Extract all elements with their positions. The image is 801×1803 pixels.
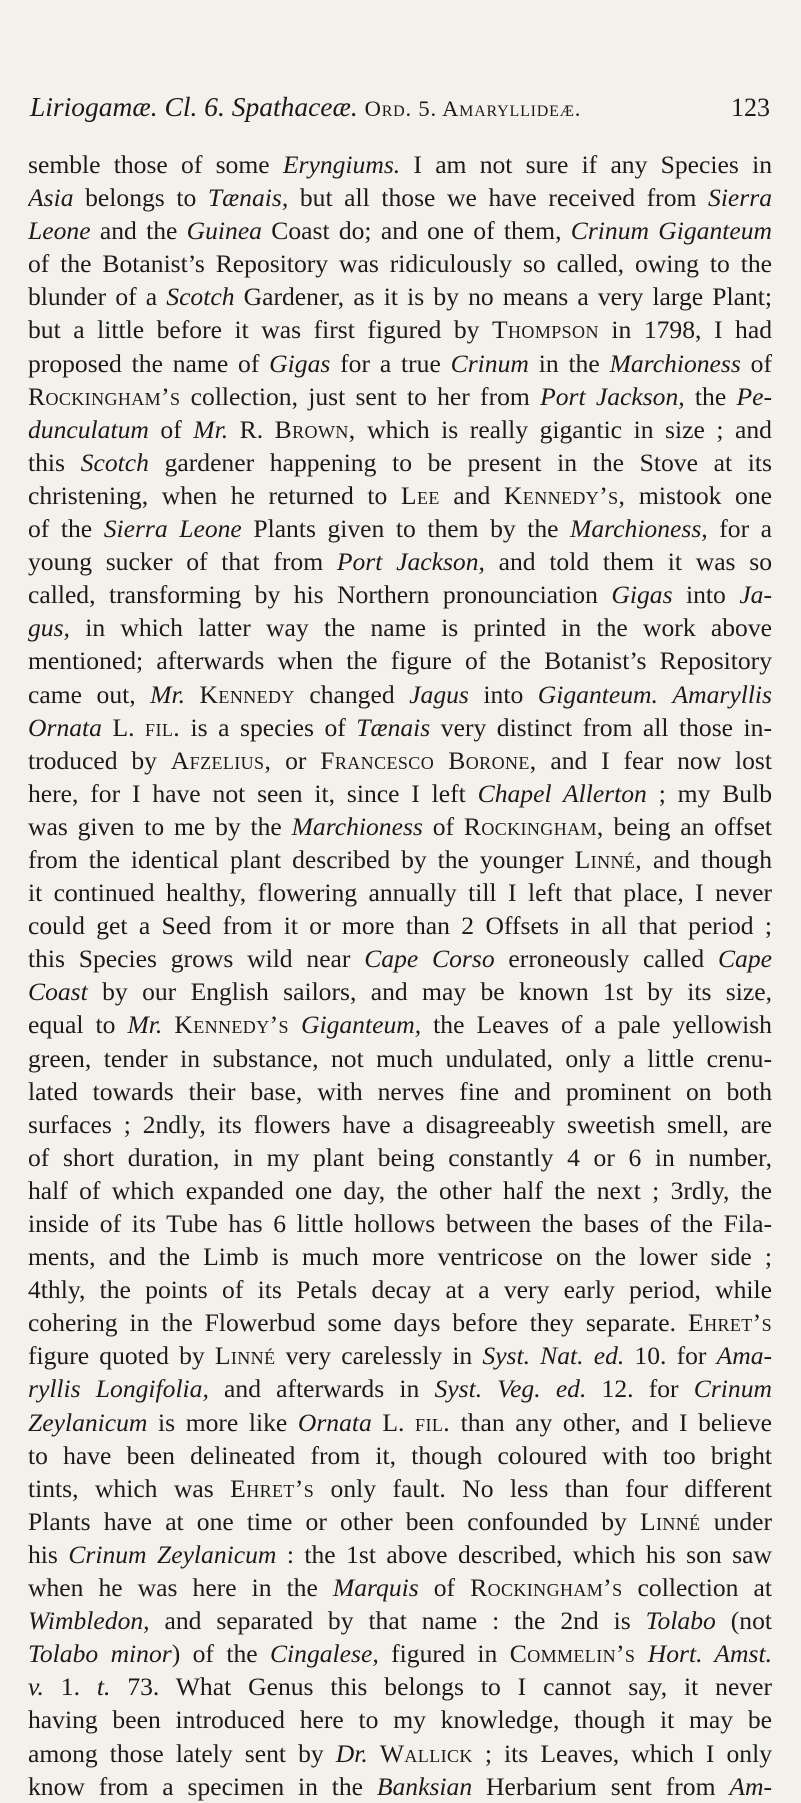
italic-text: Tolabo — [645, 1606, 716, 1636]
italic-text: Asia — [28, 183, 74, 213]
italic-text: Marquis — [332, 1573, 419, 1603]
italic-text: Crinum Zeylanicum — [68, 1539, 277, 1569]
text-line — [28, 1306, 772, 1339]
text-line — [28, 876, 772, 909]
text-run: 1. — [43, 1672, 97, 1702]
text-line — [28, 942, 772, 975]
italic-text: Syst. Nat. ed. — [482, 1341, 625, 1371]
italic-text: Gigas — [269, 348, 331, 378]
text-run: surfaces ; 2ndly, its flowers have a disagreeably sweetish smell, are — [28, 1109, 772, 1139]
text-line — [28, 1770, 772, 1803]
italic-text: Scotch — [80, 447, 149, 477]
small-caps-name: Thompson — [491, 315, 599, 345]
text-line — [28, 1670, 772, 1703]
text-run: in the — [528, 348, 610, 378]
italic-text: Crinum Giganteum — [570, 216, 772, 246]
text-run: 73. What Genus this belongs to I cannot say, it never — [110, 1672, 772, 1702]
text-run: in which latter way the name is printed in the work above — [69, 613, 772, 643]
text-line — [28, 446, 772, 479]
text-run: of the Botanist’s Repository was ridiculously so called, owing to the — [28, 249, 772, 279]
text-line — [28, 247, 772, 280]
text-run: of — [422, 811, 464, 841]
text-run: ; my Bulb — [646, 778, 772, 808]
text-run: (not — [715, 1606, 772, 1636]
small-caps-name: fil. — [415, 1407, 451, 1437]
text-run: among those lately sent by — [28, 1738, 336, 1768]
small-caps-name: Rockingham’s — [28, 381, 181, 411]
text-run: was given to me by the — [28, 811, 292, 841]
text-line — [28, 1703, 772, 1736]
text-run: figured in — [378, 1639, 510, 1669]
running-head-class: Liriogamæ. Cl. 6. Spathaceæ. — [30, 91, 358, 122]
text-line — [28, 843, 772, 876]
text-run — [162, 1010, 174, 1039]
small-caps-name: Kennedy’s — [174, 1010, 289, 1040]
italic-text: Tolabo minor — [28, 1639, 172, 1669]
text-run: only fault. No less than four different — [314, 1473, 772, 1503]
text-run: being an offset — [603, 811, 772, 841]
text-run: green, tender in substance, not much undulated, only a little crenu- — [28, 1043, 772, 1073]
text-run: the — [684, 381, 737, 411]
italic-text: Jagus — [409, 679, 469, 709]
italic-text: v. — [28, 1672, 44, 1702]
italic-text: Tænais — [356, 712, 431, 742]
text-run: ; its Leaves, which I only — [472, 1738, 772, 1768]
small-caps-name: Linné, — [574, 844, 643, 874]
text-run: blunder of a — [28, 282, 167, 312]
small-caps-name: Lee — [400, 480, 440, 510]
italic-text: Ornata — [297, 1407, 372, 1437]
text-run: Herbarium sent from — [472, 1771, 730, 1801]
text-line — [28, 148, 772, 181]
text-run: and afterwards in — [208, 1374, 435, 1404]
italic-text: Cape — [717, 944, 772, 974]
running-head-order: Ord. 5. Amaryllideæ. — [364, 96, 582, 121]
italic-text: Marchioness, — [570, 514, 708, 544]
text-run: under — [700, 1506, 772, 1536]
text-run: Gardener, as it is by no means a very large Plant; — [234, 282, 772, 312]
italic-text: Guinea — [186, 216, 262, 246]
italic-text: Mr. — [193, 414, 229, 444]
text-run: L. — [101, 712, 146, 742]
text-line — [28, 280, 772, 313]
italic-text: Am- — [729, 1771, 772, 1801]
italic-text: Dr. — [335, 1738, 368, 1768]
text-run: is more like — [147, 1407, 298, 1437]
text-run: troduced by — [28, 745, 171, 775]
text-run: but all those we have received from — [288, 183, 709, 213]
text-run: this Species grows wild near — [28, 944, 365, 974]
small-caps-name: Francesco Borone, — [320, 745, 537, 775]
text-run: for a true — [330, 348, 451, 378]
text-run: of the — [28, 514, 104, 544]
italic-text: Ornata — [28, 712, 102, 742]
text-run: of — [148, 414, 194, 444]
page-number: 123 — [731, 93, 770, 122]
text-line — [28, 1008, 772, 1041]
text-run: figure quoted by — [28, 1341, 215, 1371]
text-run: called, transforming by his Northern pronounciation — [28, 580, 612, 610]
text-run — [185, 680, 200, 709]
text-run: having been introduced here to my knowledge, though it may be — [28, 1705, 772, 1735]
text-run: lated towards their base, with nerves fine and prominent on both — [28, 1076, 772, 1106]
italic-text: Banksian — [376, 1771, 473, 1801]
running-head-title — [30, 92, 581, 124]
italic-text: Syst. Veg. ed. — [434, 1374, 587, 1404]
text-run: could get a Seed from it or more than 2 Offsets in all that period ; — [28, 911, 772, 941]
italic-text: Cingalese, — [269, 1639, 379, 1669]
text-run: of short duration, in my plant being constantly 4 or 6 in number, — [28, 1142, 772, 1172]
small-caps-name: Rockingham, — [463, 811, 604, 841]
italic-text: Crinum — [450, 348, 529, 378]
text-run: and though — [642, 844, 772, 874]
italic-text: t. — [96, 1672, 111, 1702]
text-line — [28, 1505, 772, 1538]
text-line — [28, 1042, 772, 1075]
italic-text: Gigas — [611, 580, 673, 610]
small-caps-name: Linné — [639, 1506, 701, 1536]
text-line — [28, 1604, 772, 1637]
text-line — [28, 678, 772, 711]
italic-text: Ja- — [739, 580, 772, 610]
small-caps-name: Commelin’s — [509, 1639, 636, 1669]
italic-text: Giganteum, — [300, 1010, 422, 1040]
italic-text: Leone — [28, 216, 91, 246]
text-run: into — [468, 679, 538, 709]
text-run: the Leaves of a pale yellowish — [421, 1010, 772, 1040]
text-line — [28, 810, 772, 843]
text-run: but a little before it was first figured by — [28, 315, 492, 345]
text-run — [635, 1639, 647, 1668]
body-text — [28, 148, 772, 1803]
italic-text: Marchioness — [291, 811, 423, 841]
text-line — [28, 1439, 772, 1472]
text-line — [28, 479, 772, 512]
text-run: changed — [294, 679, 410, 709]
text-run: very distinct from all those in- — [430, 712, 772, 742]
text-run: Coast do; and one of them, — [261, 216, 571, 246]
text-run: young sucker of that from — [28, 547, 337, 577]
text-run: of — [740, 348, 772, 378]
text-line — [28, 1207, 772, 1240]
text-run: equal to — [28, 1010, 128, 1040]
italic-text: Sierra Leone — [103, 514, 242, 544]
text-line — [28, 181, 772, 214]
italic-text: Wimbledon, — [28, 1606, 150, 1636]
italic-text: Crinum — [693, 1374, 772, 1404]
text-run: to have been delineated from it, though coloured with too bright — [28, 1440, 772, 1470]
text-run: his — [28, 1539, 69, 1569]
italic-text: Mr. — [150, 679, 185, 709]
text-run: here, for I have not seen it, since I left — [28, 778, 478, 808]
text-line — [28, 347, 772, 380]
text-run: know from a specimen in the — [28, 1771, 377, 1801]
text-run: inside of its Tube has 6 little hollows between the bases of the Fila- — [28, 1209, 772, 1238]
text-run: ments, and the Limb is much more ventricose on the lower side ; — [28, 1242, 772, 1272]
running-head — [30, 92, 770, 124]
text-run — [289, 1010, 301, 1039]
text-line — [28, 1141, 772, 1174]
text-line — [28, 1273, 772, 1306]
italic-text: Pe- — [736, 381, 772, 411]
italic-text: Eryngiums. — [282, 150, 401, 179]
italic-text: Amaryllis — [672, 679, 772, 709]
text-run: when he was here in the — [28, 1573, 333, 1603]
text-run: or — [271, 745, 321, 775]
italic-text: Giganteum. — [537, 679, 658, 709]
text-line — [28, 909, 772, 942]
text-run: 12. for — [586, 1374, 694, 1404]
text-run: from the identical plant described by the younger — [28, 844, 575, 874]
text-run: proposed the name of — [28, 348, 270, 378]
text-line — [28, 1174, 772, 1207]
text-line — [28, 214, 772, 247]
text-run: and separated by that name : the 2nd is — [149, 1606, 646, 1636]
text-run: semble those of some — [28, 150, 283, 179]
text-line — [28, 644, 772, 677]
text-run: 4thly, the points of its Petals decay at a very early period, while — [28, 1275, 772, 1305]
text-run: into — [672, 580, 740, 610]
italic-text: Ama- — [716, 1341, 772, 1371]
small-caps-name: Kennedy — [199, 679, 295, 709]
text-run — [368, 1739, 380, 1768]
text-run: erroneously called — [494, 944, 718, 974]
text-line — [28, 380, 772, 413]
text-line — [28, 1339, 772, 1372]
text-run: mistook one — [625, 480, 772, 510]
text-run: half of which expanded one day, the other half the next ; 3rdly, the — [28, 1175, 772, 1205]
small-caps-name: Kennedy’s, — [503, 480, 626, 510]
text-line — [28, 1372, 772, 1405]
text-line — [28, 975, 772, 1008]
text-line — [28, 744, 772, 777]
text-line — [28, 1637, 772, 1670]
small-caps-name: Brown, — [274, 414, 356, 444]
text-run: 10. for — [624, 1341, 717, 1371]
italic-text: Mr. — [127, 1010, 163, 1040]
text-line — [28, 413, 772, 446]
small-caps-name: Ehret’s — [688, 1308, 772, 1338]
text-line — [28, 1538, 772, 1571]
text-run: gardener happening to be present in the Stove at its — [148, 447, 772, 477]
italic-text: Tænais, — [207, 183, 289, 213]
text-run: L. — [371, 1407, 416, 1437]
text-line — [28, 611, 772, 644]
text-run: cohering in the Flowerbud some days before they separate. — [28, 1308, 689, 1338]
text-line — [28, 512, 772, 545]
text-line — [28, 313, 772, 346]
text-run: Plants given to them by the — [241, 514, 571, 544]
text-run: came out, — [28, 679, 151, 709]
italic-text: Coast — [28, 977, 88, 1007]
text-run: of — [418, 1573, 471, 1603]
italic-text: ryllis Longifolia, — [28, 1374, 209, 1404]
text-run: and I fear now lost — [536, 745, 772, 775]
text-run: tints, which was — [28, 1473, 231, 1503]
text-line — [28, 1406, 772, 1439]
text-run: belongs to — [73, 183, 208, 213]
small-caps-name: Afzelius, — [170, 745, 272, 775]
text-run: christening, when he returned to — [28, 480, 401, 510]
text-line — [28, 545, 772, 578]
text-run: and told them it was so — [484, 547, 772, 577]
italic-text: Cape Corso — [364, 944, 495, 974]
text-run: in 1798, I had — [598, 315, 772, 345]
text-line — [28, 711, 772, 744]
text-run: by our English sailors, and may be known 1st by its size, — [87, 977, 772, 1007]
text-line — [28, 1075, 772, 1108]
text-run: and — [439, 480, 504, 510]
italic-text: dunculatum — [28, 414, 149, 444]
text-run: is a species of — [180, 712, 357, 742]
text-run: it continued healthy, flowering annually till I left that place, I never — [28, 878, 772, 908]
text-run: very carelessly in — [275, 1341, 483, 1371]
text-run: for a — [707, 514, 772, 544]
text-run: collection at — [622, 1573, 772, 1603]
italic-text: Port Jackson, — [540, 381, 685, 411]
text-run: mentioned; afterwards when the figure of the Botanist’s Repository — [28, 646, 772, 676]
text-run: this — [28, 447, 81, 477]
text-run: R. — [228, 414, 275, 444]
small-caps-name: Rockingham’s — [470, 1573, 623, 1603]
text-run: than any other, and I believe — [450, 1407, 772, 1437]
italic-text: Port Jackson, — [336, 547, 485, 577]
italic-text: Marchioness — [609, 348, 741, 378]
italic-text: Zeylanicum — [28, 1407, 148, 1437]
text-run: I am not sure if any Species in — [400, 150, 772, 179]
small-caps-name: Linné — [214, 1341, 276, 1371]
italic-text: Chapel Allerton — [477, 778, 647, 808]
text-line — [28, 578, 772, 611]
italic-text: gus, — [28, 613, 70, 643]
text-run: collection, just sent to her from — [180, 381, 541, 411]
text-line — [28, 777, 772, 810]
italic-text: Scotch — [166, 282, 235, 312]
text-line — [28, 1571, 772, 1604]
small-caps-name: Ehret’s — [230, 1473, 315, 1503]
text-run: : the 1st above described, which his son saw — [276, 1539, 772, 1569]
text-line — [28, 1737, 772, 1770]
small-caps-name: Wallick — [379, 1738, 473, 1768]
text-run: which is really gigantic in size ; and — [355, 414, 772, 444]
text-run: and the — [90, 216, 187, 246]
text-line — [28, 1108, 772, 1141]
text-line — [28, 1240, 772, 1273]
text-run: ) of the — [171, 1639, 270, 1669]
small-caps-name: fil. — [145, 712, 181, 742]
italic-text: Hort. Amst. — [647, 1639, 772, 1669]
text-line — [28, 1472, 772, 1505]
italic-text: Sierra — [708, 183, 772, 213]
text-run — [658, 680, 673, 709]
text-run: Plants have at one time or other been confounded by — [28, 1506, 640, 1536]
